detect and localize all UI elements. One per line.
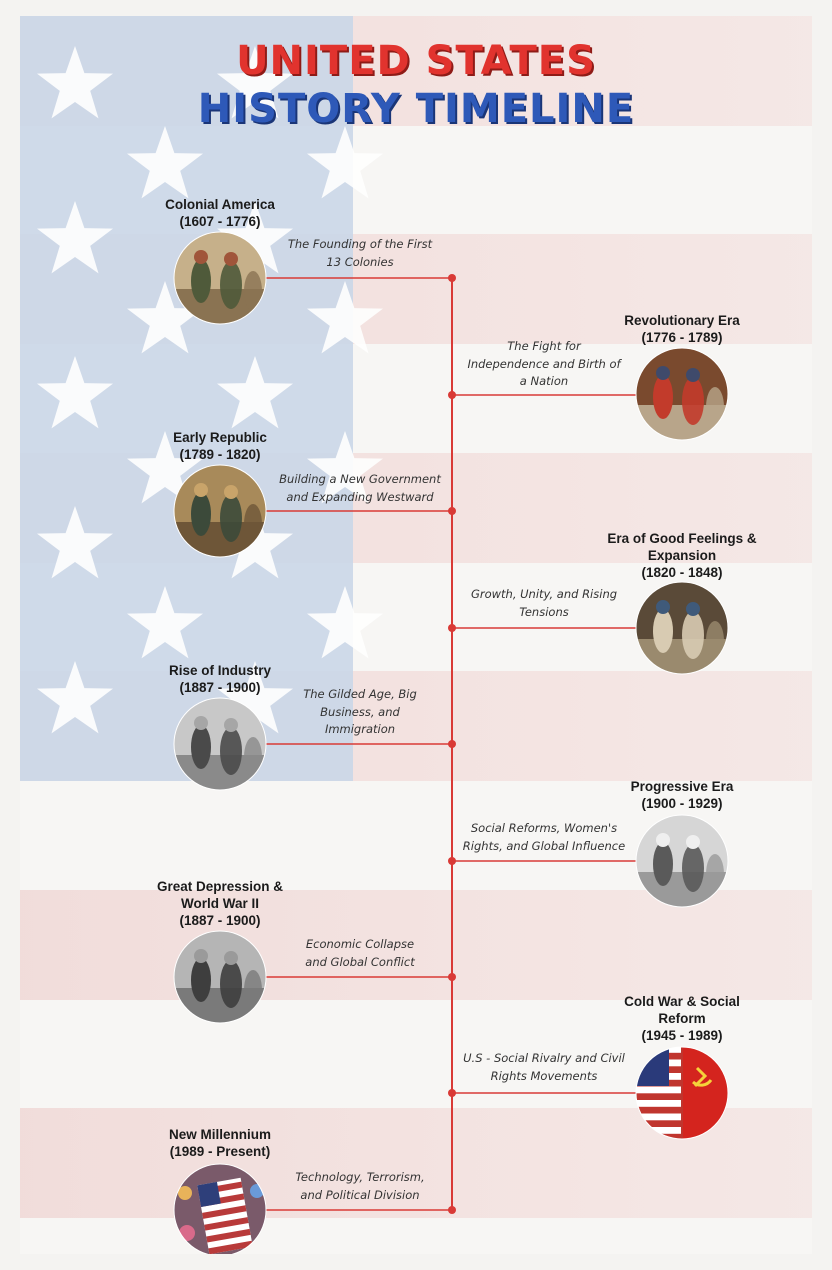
- era-description-line: and Political Division: [300, 1187, 420, 1202]
- us-soviet-flags-icon: [635, 1046, 729, 1140]
- era-description-line: Rights, and Global Influence: [462, 838, 626, 853]
- era-description-line: Growth, Unity, and Rising: [470, 587, 618, 601]
- era-description: [270, 936, 450, 971]
- era-description-line: Social Reforms, Women's: [470, 821, 618, 835]
- era-description-line: U.S - Social Rivalry and Civil: [463, 1051, 625, 1065]
- title-line-1: UNITED STATES: [236, 38, 596, 84]
- era-description: [454, 338, 634, 391]
- era-years: (1989 - Present): [169, 1144, 271, 1159]
- era-name-line: Reform: [658, 1011, 706, 1026]
- era-description: [454, 820, 634, 855]
- era-description: [270, 686, 450, 739]
- era-description: [454, 1050, 634, 1085]
- era-description: [454, 586, 634, 621]
- era-description-line: Economic Collapse: [305, 937, 415, 951]
- era-description: [270, 471, 450, 506]
- title-line-2: HISTORY TIMELINE: [197, 86, 635, 132]
- protest-flag-icon: [173, 1163, 267, 1254]
- era-description-line: and Global Conflict: [305, 954, 415, 969]
- era-years: (1776 - 1789): [641, 330, 723, 345]
- era-description-line: Business, and: [320, 704, 400, 719]
- era-description: [270, 236, 450, 271]
- timeline-node: [448, 624, 456, 632]
- era-title: [120, 1126, 320, 1160]
- era-years: (1887 - 1900): [179, 913, 261, 928]
- timeline-node: [448, 507, 456, 515]
- era-description-line: 13 Colonies: [326, 254, 394, 269]
- era-years: (1887 - 1900): [179, 680, 261, 695]
- era-description-line: Immigration: [324, 722, 396, 736]
- era-title: [582, 530, 782, 581]
- era-description: [270, 1169, 450, 1204]
- era-description-line: Building a New Government: [279, 472, 441, 486]
- era-name-line: Great Depression &: [156, 879, 284, 894]
- factory-scene-icon: [173, 697, 267, 791]
- era-name-line: Early Republic: [173, 430, 267, 445]
- timeline-node: [448, 391, 456, 399]
- era-name-line: Revolutionary Era: [624, 313, 740, 328]
- era-years: (1945 - 1989): [641, 1028, 723, 1043]
- timeline-node: [448, 1089, 456, 1097]
- era-title: [120, 196, 320, 230]
- era-years: (1820 - 1848): [641, 565, 723, 580]
- era-years: (1789 - 1820): [179, 447, 261, 462]
- era-description-line: The Founding of the First: [287, 237, 433, 251]
- migrant-mother-icon: [173, 930, 267, 1024]
- era-name-line: Progressive Era: [630, 779, 734, 794]
- crowd-scene-icon: [635, 814, 729, 908]
- era-title: [120, 429, 320, 463]
- era-description-line: The Fight for: [507, 339, 581, 353]
- era-name-line: World War II: [180, 896, 259, 911]
- era-description-line: Technology, Terrorism,: [295, 1170, 425, 1184]
- era-years: (1607 - 1776): [179, 214, 261, 229]
- era-description-line: Rights Movements: [490, 1068, 598, 1083]
- timeline-poster: [20, 16, 812, 1254]
- era-name-line: Cold War & Social: [624, 994, 740, 1009]
- era-title: [582, 993, 782, 1044]
- battle-scene-icon: [635, 347, 729, 441]
- era-name-line: Expansion: [647, 548, 717, 563]
- timeline-node: [448, 1206, 456, 1214]
- founders-scene-icon: [173, 464, 267, 558]
- era-title: [582, 778, 782, 812]
- era-name-line: Colonial America: [165, 197, 275, 212]
- timeline-node: [448, 857, 456, 865]
- era-description-line: Independence and Birth of: [467, 356, 621, 371]
- timeline-node: [448, 274, 456, 282]
- era-description-line: and Expanding Westward: [286, 489, 434, 504]
- era-name-line: Era of Good Feelings &: [607, 531, 757, 546]
- era-name-line: New Millennium: [168, 1127, 271, 1142]
- era-description-line: a Nation: [519, 374, 569, 388]
- timeline-node: [448, 740, 456, 748]
- colonial-scene-icon: [173, 231, 267, 325]
- era-description-line: The Gilded Age, Big: [303, 687, 417, 701]
- era-title: [120, 878, 320, 929]
- era-years: (1900 - 1929): [641, 796, 723, 811]
- era-name-line: Rise of Industry: [168, 663, 271, 678]
- timeline-node: [448, 973, 456, 981]
- westward-scene-icon: [635, 581, 729, 675]
- era-description-line: Tensions: [519, 604, 569, 619]
